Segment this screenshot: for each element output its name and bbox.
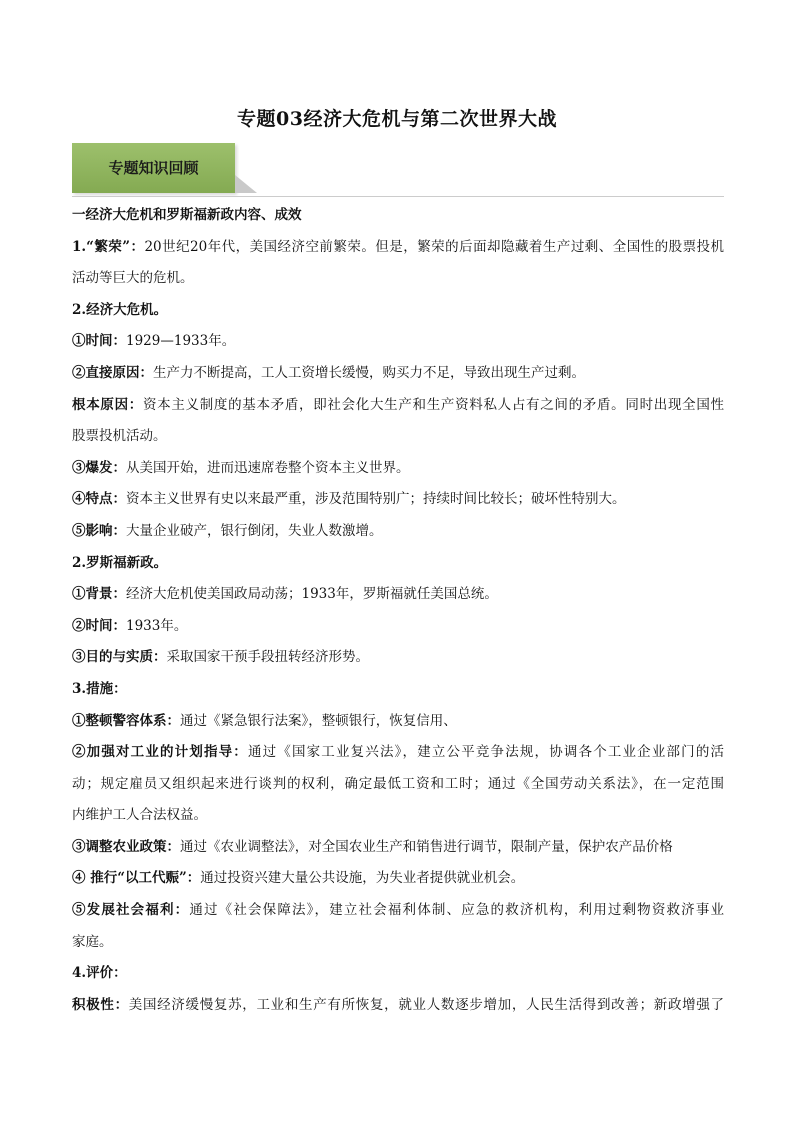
paragraph-prosperity bbox=[72, 232, 724, 264]
text: 1933年。 bbox=[126, 617, 188, 634]
text: 通过《社会保障法》，建立社会福利体制、应急的救济机构，利用过剩物资救济事业 bbox=[189, 902, 724, 919]
text: 通过《紧急银行法案》，整顿银行，恢复信用、 bbox=[180, 712, 457, 729]
label: 根本原因： bbox=[72, 396, 143, 413]
text: 采取国家干预手段扭转经济形势。 bbox=[166, 649, 369, 666]
label: ①背景： bbox=[72, 586, 126, 603]
crisis-direct-cause bbox=[72, 358, 724, 390]
heading-new-deal: 2.罗斯福新政。 bbox=[72, 554, 168, 571]
page-title: 专题03经济大危机与第二次世界大战 bbox=[237, 108, 557, 130]
label: ④特点： bbox=[72, 491, 126, 508]
evaluation-positive bbox=[72, 990, 724, 1022]
text: 通过《国家工业复兴法》，建立公平竞争法规，协调各个工业企业部门的活 bbox=[247, 744, 724, 761]
section-heading: 一经济大危机和罗斯福新政内容、成效 bbox=[72, 207, 302, 223]
label: ③调整农业政策： bbox=[72, 838, 180, 855]
text: 通过投资兴建大量公共设施，为失业者提供就业机会。 bbox=[200, 870, 525, 887]
crisis-features bbox=[72, 484, 724, 516]
banner-label: 专题知识回顾 bbox=[72, 143, 235, 193]
section-banner bbox=[72, 143, 262, 197]
label: ②时间： bbox=[72, 617, 126, 634]
text: 美国经济缓慢复苏，工业和生产有所恢复，就业人数逐步增加，人民生活得到改善；新政增强了 bbox=[128, 996, 724, 1013]
heading-measures: 3.措施： bbox=[72, 680, 127, 697]
label: ②加强对工业的计划指导： bbox=[72, 744, 248, 761]
label: ②直接原因： bbox=[72, 364, 153, 381]
text: 大量企业破产，银行倒闭，失业人数激增。 bbox=[126, 522, 383, 539]
text: 1929—1933年。 bbox=[126, 333, 236, 350]
label: 积极性： bbox=[72, 996, 129, 1013]
text: 资本主义制度的基本矛盾，即社会化大生产和生产资料私人占有之间的矛盾。同时出现全国性 bbox=[142, 396, 724, 413]
label: 1.“繁荣”： bbox=[72, 238, 145, 255]
text: 20世纪20年代，美国经济空前繁荣。但是，繁荣的后面却隐藏着生产过剩、全国性的股票投机 bbox=[144, 238, 724, 255]
text: 股票投机活动。 bbox=[72, 428, 167, 445]
text: 从美国开始，进而迅速席卷整个资本主义世界。 bbox=[126, 459, 410, 476]
measure-industry-cont bbox=[72, 769, 724, 801]
label: ③爆发： bbox=[72, 459, 126, 476]
text: 内维护工人合法权益。 bbox=[72, 807, 207, 824]
label: ①整顿警容体系： bbox=[72, 712, 180, 729]
measure-industry-cont2 bbox=[72, 800, 724, 832]
text: 通过《农业调整法》，对全国农业生产和销售进行调节，限制产量，保护农产品价格 bbox=[180, 838, 673, 855]
label: ⑤影响： bbox=[72, 522, 126, 539]
heading-evaluation: 4.评价： bbox=[72, 965, 127, 982]
crisis-time bbox=[72, 326, 724, 358]
label: ③目的与实质： bbox=[72, 649, 167, 666]
paragraph-prosperity-cont bbox=[72, 263, 724, 295]
text: 生产力不断提高，工人工资增长缓慢，购买力不足，导致出现生产过剩。 bbox=[153, 364, 585, 381]
crisis-outbreak bbox=[72, 453, 724, 485]
text: 动；规定雇员又组织起来进行谈判的权利，确定最低工资和工时；通过《全国劳动关系法》，在一定范围 bbox=[72, 775, 724, 792]
new-deal-time bbox=[72, 611, 724, 643]
text: 经济大危机使美国政局动荡；1933年，罗斯福就任美国总统。 bbox=[126, 586, 498, 603]
banner-divider bbox=[72, 196, 724, 197]
crisis-impact bbox=[72, 516, 724, 548]
banner-fold-decoration bbox=[235, 175, 257, 193]
measure-work-relief bbox=[72, 863, 724, 895]
text: 资本主义世界有史以来最严重，涉及范围特别广；持续时间比较长；破坏性特别大。 bbox=[126, 491, 626, 508]
crisis-root-cause bbox=[72, 390, 724, 422]
measure-banking bbox=[72, 706, 724, 738]
label: ④ 推行“以工代赈”： bbox=[72, 870, 201, 887]
measure-welfare bbox=[72, 895, 724, 927]
text: 家庭。 bbox=[72, 933, 113, 950]
new-deal-goal bbox=[72, 642, 724, 674]
measure-agriculture bbox=[72, 832, 724, 864]
measure-welfare-cont bbox=[72, 927, 724, 959]
new-deal-background bbox=[72, 579, 724, 611]
label: ⑤发展社会福利： bbox=[72, 902, 190, 919]
text: 活动等巨大的危机。 bbox=[72, 270, 194, 287]
document-body bbox=[72, 200, 724, 1021]
heading-crisis: 2.经济大危机。 bbox=[72, 301, 168, 318]
measure-industry bbox=[72, 737, 724, 769]
label: ①时间： bbox=[72, 333, 126, 350]
crisis-root-cause-cont bbox=[72, 421, 724, 453]
